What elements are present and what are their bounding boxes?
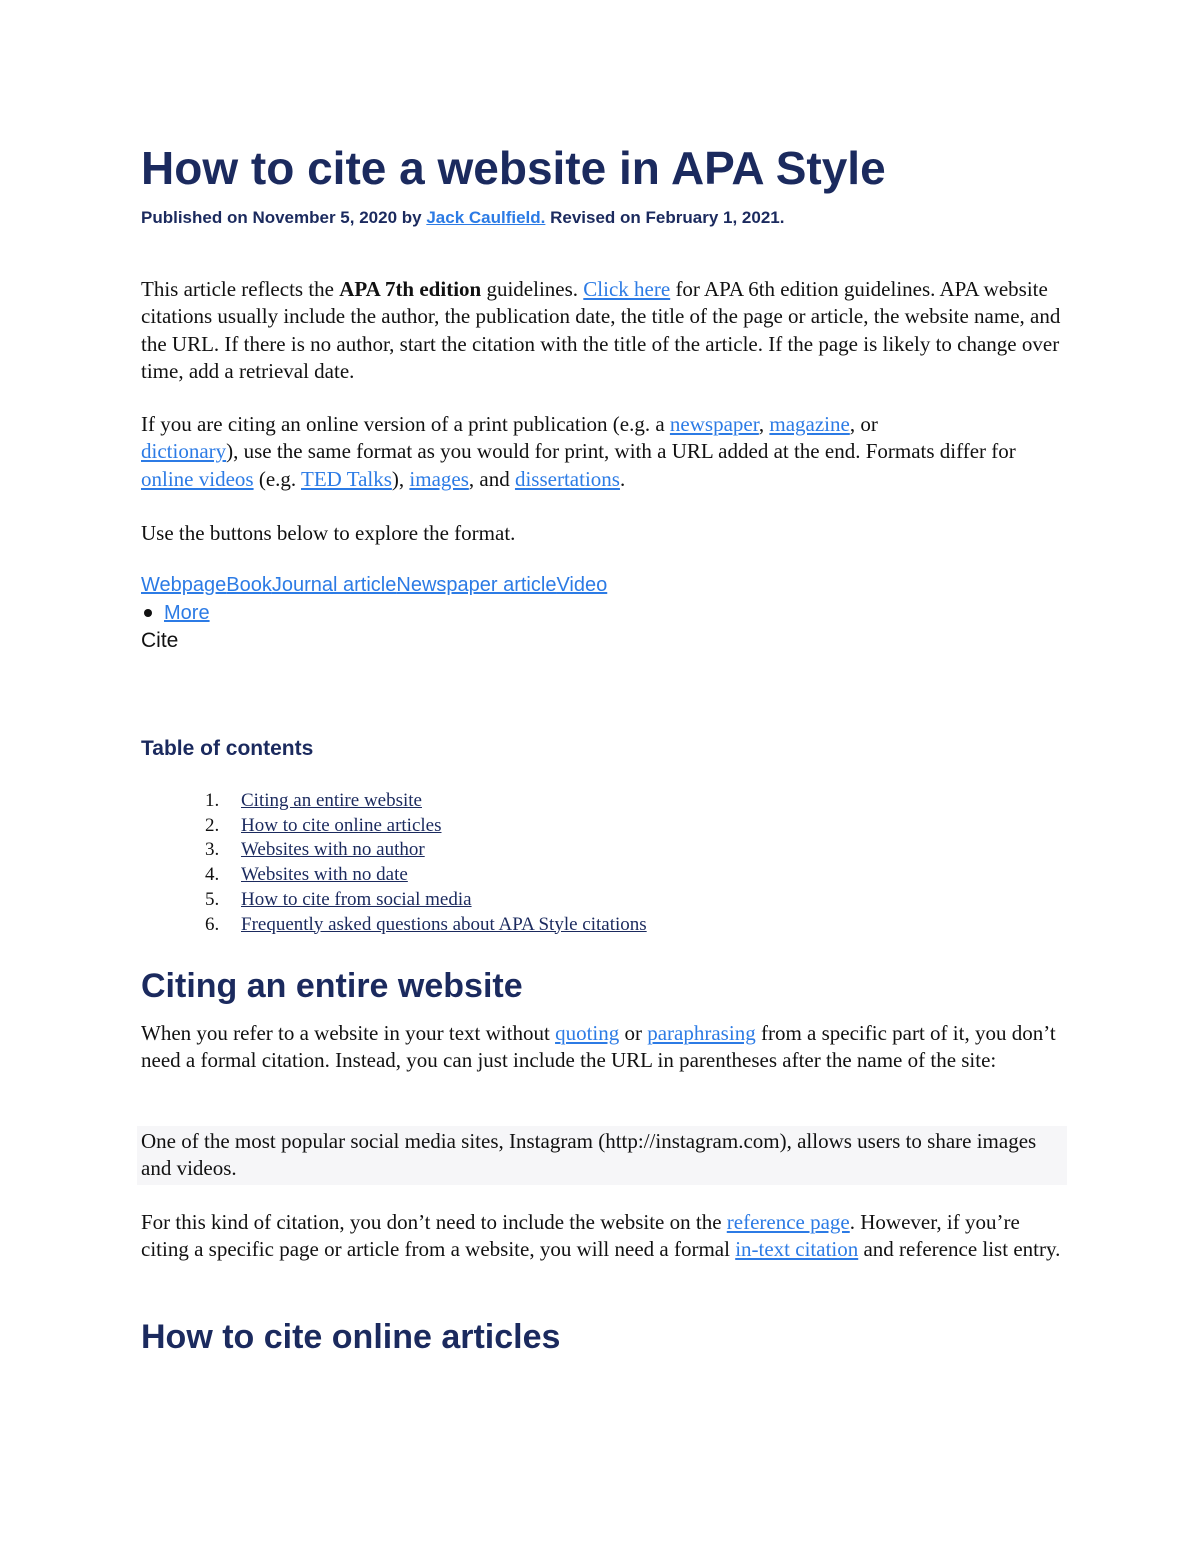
intro-text-1: This article reflects the	[141, 277, 340, 301]
print-text-5: , and	[468, 466, 515, 491]
toc-link-no-date[interactable]: Websites with no date	[241, 864, 408, 886]
intro-text-2: guidelines.	[481, 277, 584, 301]
magazine-link[interactable]: magazine	[769, 412, 850, 436]
print-comma-1: ,	[758, 412, 770, 436]
ted-talks-link[interactable]: TED Talks	[301, 466, 392, 491]
print-text-1: If you are citing an online version of a print publication (e.g. a	[141, 412, 670, 436]
toc-link-citing-entire-website[interactable]: Citing an entire website	[241, 790, 422, 811]
byline-published: Published on November 5, 2020 by	[141, 208, 427, 227]
toc-heading: Table of contents	[141, 737, 314, 760]
toc-number: 3.	[205, 839, 220, 861]
s1p2-text-3: and reference list entry.	[858, 1237, 1061, 1262]
print-text-2: ), use the same format as you would for print, with a URL added at the end. Formats differ for	[226, 439, 1016, 464]
example-citation-box: One of the most popular social media sites, Instagram (http://instagram.com), allows users to share images and videos.	[137, 1126, 1067, 1185]
more-menu	[141, 600, 210, 626]
author-link[interactable]: Jack Caulfield.	[426, 208, 546, 227]
bullet-icon	[144, 609, 152, 617]
buttons-intro-text: Use the buttons below to explore the format.	[141, 521, 516, 545]
print-text-4: ),	[391, 466, 410, 491]
toc-number: 4.	[205, 864, 220, 886]
toc-item	[205, 838, 647, 863]
toc-number: 6.	[205, 913, 220, 935]
toc-item	[205, 913, 647, 938]
more-item	[141, 600, 210, 626]
byline-revised: Revised on February 1, 2021.	[545, 208, 785, 227]
toc-link-no-author[interactable]: Websites with no author	[241, 839, 425, 861]
toc-item	[205, 888, 647, 913]
tab-webpage[interactable]: Webpage	[141, 574, 227, 596]
toc-item	[205, 863, 647, 888]
print-text-6: .	[619, 466, 626, 491]
dissertations-link[interactable]: dissertations	[514, 466, 620, 491]
paraphrasing-link[interactable]: paraphrasing	[647, 1021, 756, 1045]
apa6-click-here-link[interactable]: Click here	[583, 277, 671, 301]
s1p2-text-1: For this kind of citation, you don’t need to include the website on the	[141, 1210, 727, 1234]
toc-link-social-media[interactable]: How to cite from social media	[241, 888, 472, 910]
tab-newspaper-article[interactable]: Newspaper article	[396, 574, 557, 596]
cite-button[interactable]: Cite	[141, 629, 179, 652]
section-heading-online-articles: How to cite online articles	[141, 1318, 561, 1356]
toc-item	[205, 814, 647, 839]
intro-paragraph	[141, 276, 1066, 385]
in-text-citation-link[interactable]: in-text citation	[735, 1237, 859, 1262]
intro-text-3: for APA 6th edition guidelines. APA website citations usually include the author, the publication date, the title of the page or article, the website name, and the URL. If there is no author, start the citation with the title of the article. If the page is likely to change over time, add a retrieval date.	[141, 277, 1061, 383]
tab-video[interactable]: Video	[556, 574, 608, 596]
dictionary-link[interactable]: dictionary	[141, 439, 227, 464]
toc-number: 1.	[205, 790, 220, 811]
page-title: How to cite a website in APA Style	[141, 142, 886, 194]
print-publication-paragraph	[141, 411, 1066, 493]
s1-text-2: or	[619, 1021, 648, 1045]
more-link[interactable]: More	[164, 602, 210, 624]
print-text-3: (e.g.	[253, 466, 302, 491]
toc-item	[205, 789, 647, 814]
byline	[141, 207, 784, 229]
format-tabs	[141, 572, 607, 598]
images-link[interactable]: images	[409, 466, 469, 491]
section-heading-entire-website: Citing an entire website	[141, 967, 523, 1005]
online-videos-link[interactable]: online videos	[141, 466, 254, 491]
tab-book[interactable]: Book	[226, 574, 272, 596]
reference-page-link[interactable]: reference page	[726, 1210, 850, 1234]
table-of-contents	[205, 789, 647, 937]
print-comma-2: , or	[849, 412, 878, 436]
toc-number: 2.	[205, 814, 220, 836]
toc-number: 5.	[205, 888, 220, 910]
quoting-link[interactable]: quoting	[555, 1021, 620, 1045]
tab-journal-article[interactable]: Journal article	[271, 574, 397, 596]
s1p2-text-2: . However, if you’re citing a specific page or article from a website, you will need a formal	[141, 1210, 1020, 1262]
s1-text-1: When you refer to a website in your text without	[141, 1021, 556, 1045]
apa-edition-bold: APA 7th edition	[339, 277, 482, 301]
s1-text-3: from a specific part of it, you don’t need a formal citation. Instead, you can just include the URL in parentheses after the name of the site:	[141, 1021, 1056, 1073]
newspaper-link[interactable]: newspaper	[669, 412, 759, 436]
reference-page-paragraph	[141, 1209, 1066, 1264]
entire-website-paragraph	[141, 1020, 1066, 1075]
toc-link-faq[interactable]: Frequently asked questions about APA Style citations	[241, 913, 647, 935]
toc-link-online-articles[interactable]: How to cite online articles	[241, 814, 442, 836]
